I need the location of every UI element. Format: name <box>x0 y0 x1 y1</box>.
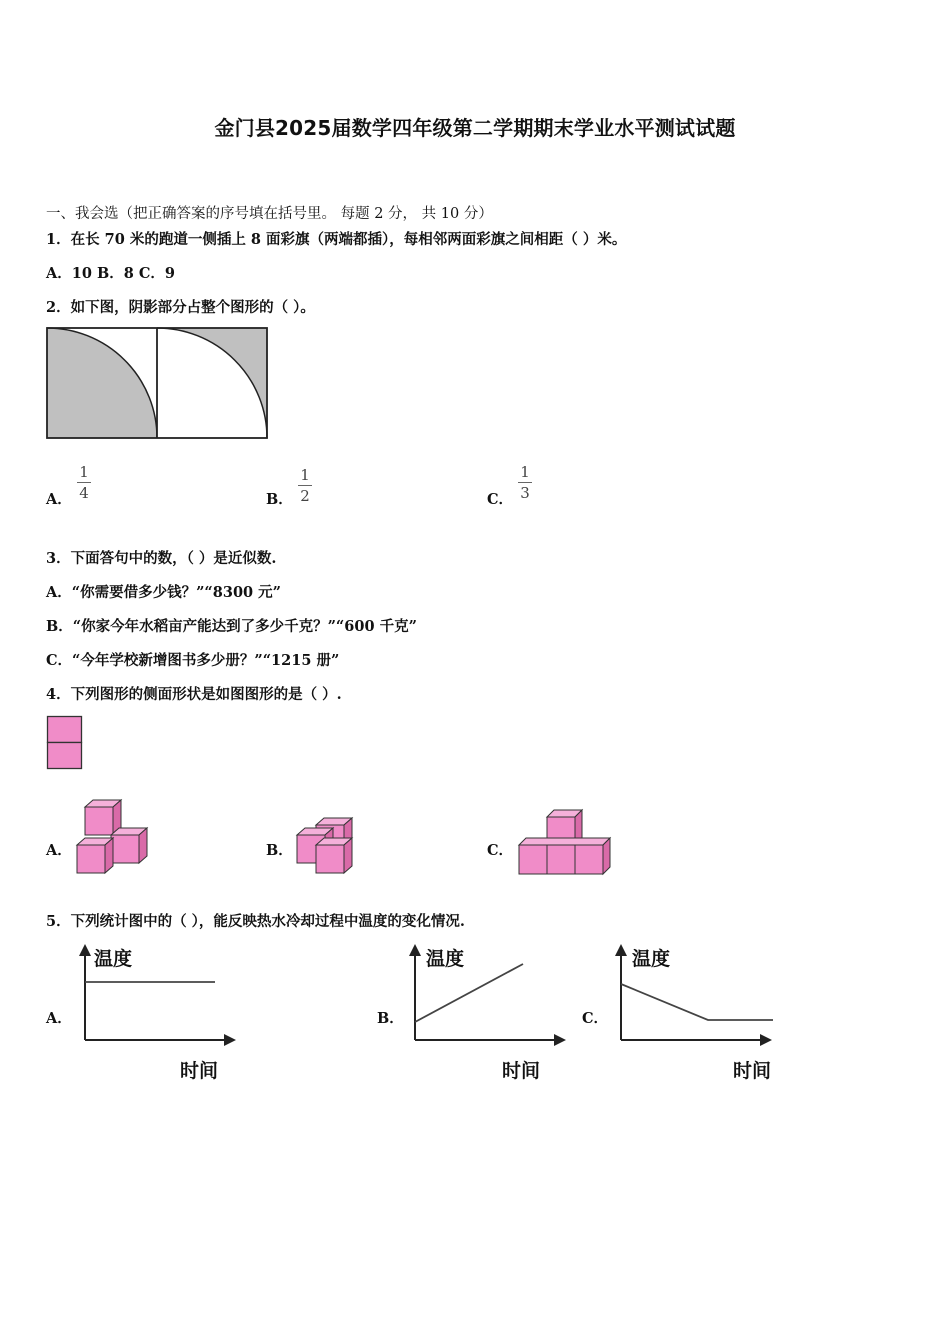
graph-b-y-label: 温度 <box>426 948 465 970</box>
question-1-text: 1．在长 70 米的跑道一侧插上 8 面彩旗（两端都插），每相邻两面彩旗之间相距（ ）米。 <box>46 231 627 248</box>
cube-stack-b <box>294 815 366 877</box>
fraction-one-quarter: 1 4 <box>77 463 91 502</box>
question-3-option-a: A．“你需要借多少钱？”“8300 元” <box>46 584 282 601</box>
graph-c-x-label: 时间 <box>733 1060 772 1082</box>
graph-c-y-label: 温度 <box>632 948 671 970</box>
question-5-option-b: B． <box>377 1010 404 1027</box>
question-2-option-b: B． <box>266 491 293 508</box>
question-3-text: 3．下面答句中的数，（ ）是近似数. <box>46 550 277 567</box>
question-2-text: 2．如下图，阴影部分占整个图形的（ ）。 <box>46 299 315 316</box>
cube-stack-a <box>74 798 154 878</box>
question-2-figure <box>46 327 270 441</box>
side-view-figure <box>46 715 84 771</box>
cube-stack-c <box>516 806 616 878</box>
graph-a-y-label: 温度 <box>94 948 133 970</box>
graph-b-line <box>415 964 523 1022</box>
graph-c-line <box>621 984 773 1020</box>
fraction-one-half: 1 2 <box>298 466 312 505</box>
question-4-option-a: A． <box>46 842 72 859</box>
graph-b-x-label: 时间 <box>502 1060 541 1082</box>
question-5-text: 5．下列统计图中的（ ），能反映热水冷却过程中温度的变化情况. <box>46 913 465 930</box>
graph-a-x-label: 时间 <box>180 1060 219 1082</box>
question-4-text: 4．下列图形的侧面形状是如图图形的是（ ）. <box>46 686 342 703</box>
section-heading: 一、我会选（把正确答案的序号填在括号里。 每题 2 分， 共 10 分） <box>46 206 493 222</box>
question-5-option-c: C． <box>582 1010 609 1027</box>
question-2-option-c: C． <box>487 491 514 508</box>
question-4-option-c: C． <box>487 842 514 859</box>
question-1-options: A．10 B．8 C．9 <box>46 265 175 282</box>
question-3-option-b: B．“你家今年水稻亩产能达到了多少千克？”“600 千克” <box>46 618 417 635</box>
fraction-one-third: 1 3 <box>518 463 532 502</box>
page-title: 金门县2025届数学四年级第二学期期末学业水平测试试题 <box>214 116 736 140</box>
question-3-option-c: C．“今年学校新增图书多少册？”“1215 册” <box>46 652 340 669</box>
question-5-option-a: A． <box>46 1010 72 1027</box>
question-4-option-b: B． <box>266 842 293 859</box>
question-2-option-a: A． <box>46 491 72 508</box>
